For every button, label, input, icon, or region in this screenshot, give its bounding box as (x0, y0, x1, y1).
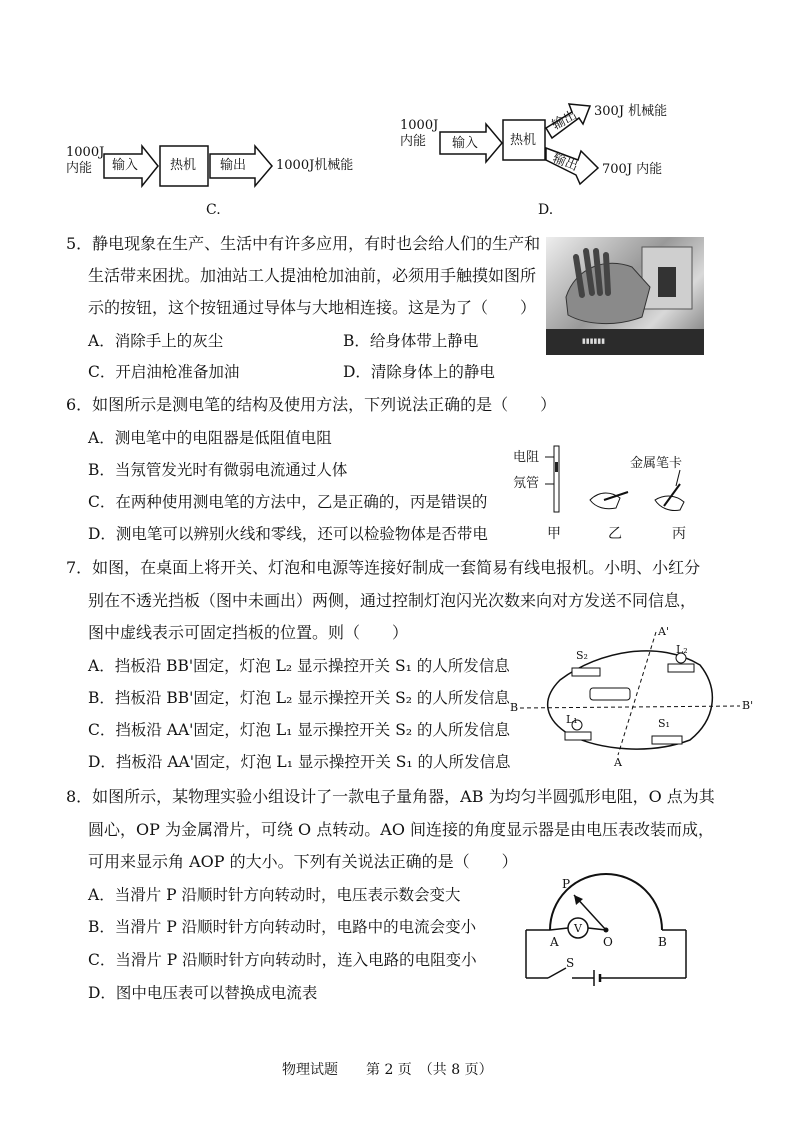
figc-out-energy: 1000J机械能 (276, 158, 354, 173)
q6-label-bing: 丙 (672, 526, 686, 542)
figd-output2-label: 输出 (550, 150, 581, 175)
q7-label-l1: L₁ (566, 713, 578, 726)
q5-option-c: C．开启油枪准备加油 (88, 363, 240, 381)
q5-line-2: 生活带来困扰。加油站工人提油枪加油前，必须用手触摸如图所 (88, 266, 537, 285)
q8-label-b: B (658, 935, 667, 949)
q6-stem: 6．如图所示是测电笔的结构及使用方法，下列说法正确的是（ ） (66, 395, 557, 414)
q6-option-d: D．测电笔可以辨别火线和零线，还可以检验物体是否带电 (88, 525, 488, 543)
q5-option-b: B．给身体带上静电 (343, 332, 479, 350)
q7-option-b: B．挡板沿 BB'固定，灯泡 L₂ 显示操控开关 S₂ 的人所发信息 (88, 689, 510, 707)
q8-label-s: S (566, 956, 575, 970)
q5-line-3: 示的按钮，这个按钮通过导体与大地相连接。这是为了（ ） (88, 298, 537, 317)
q7-label-b-prime: B' (742, 699, 754, 712)
q7-label-s2-top: S₂ (576, 649, 588, 662)
figd-input-label: 输入 (452, 136, 479, 151)
q7-label-a: A (614, 756, 622, 769)
q6-label-resistor: 电阻 (513, 450, 540, 465)
q7-label-s1: S₁ (658, 717, 670, 730)
q7-label-b: B (510, 701, 519, 714)
page-footer: 物理试题 第 2 页 （共 8 页） (282, 1062, 493, 1078)
q8-label-v: V (574, 922, 582, 935)
q6-label-jia: 甲 (547, 526, 561, 542)
figc-engine-label: 热机 (170, 158, 197, 173)
q5-option-a: A．消除手上的灰尘 (88, 332, 224, 350)
q7-option-c: C．挡板沿 AA'固定，灯泡 L₁ 显示操控开关 S₂ 的人所发信息 (88, 721, 510, 739)
q6-label-cap: 金属笔卡 (630, 456, 683, 471)
q8-option-c: C．当滑片 P 沿顺时针方向转动时，连入电路的电阻变小 (88, 951, 477, 969)
q7-line-3: 图中虚线表示可固定挡板的位置。则（ ） (88, 623, 409, 642)
svg-text:▮▮▮▮▮▮: ▮▮▮▮▮▮ (582, 337, 606, 345)
q6-option-a: A．测电笔中的电阻器是低阻值电阻 (88, 429, 332, 447)
q8-line-2: 圆心，OP 为金属滑片，可绕 O 点转动。AO 间连接的角度显示器是由电压表改装而成， (88, 820, 715, 839)
q8-label-o: O (603, 935, 613, 949)
q8-option-a: A．当滑片 P 沿顺时针方向转动时，电压表示数会变大 (88, 886, 461, 904)
q6-label-yi: 乙 (608, 526, 622, 542)
q5-option-d: D．清除身体上的静电 (343, 363, 495, 381)
figc-input-label: 输入 (112, 158, 139, 173)
figc-input-energy: 1000J 内能 (66, 145, 105, 176)
q8-option-b: B．当滑片 P 沿顺时针方向转动时，电路中的电流会变小 (88, 918, 477, 936)
q8-label-a: A (550, 935, 559, 949)
figd-caption: D. (538, 202, 554, 218)
q8-line-1: 8．如图所示，某物理实验小组设计了一款电子量角器，AB 为均匀半圆弧形电阻，O 点为其 (66, 787, 715, 806)
figc-caption: C. (206, 202, 221, 218)
figd-out2: 700J 内能 (602, 162, 663, 177)
figd-input-energy: 1000J 内能 (400, 118, 439, 149)
q8-line-3: 可用来显示角 AOP 的大小。下列有关说法正确的是（ ） (88, 852, 518, 871)
q7-label-a-prime: A' (658, 625, 669, 638)
figd-out1: 300J 机械能 (594, 104, 668, 119)
q7-line-2: 别在不透光挡板（图中未画出）两侧，通过控制灯泡闪光次数来向对方发送不同信息， (88, 591, 697, 610)
q6-label-neon: 氖管 (513, 476, 540, 491)
q7-option-a: A．挡板沿 BB'固定，灯泡 L₂ 显示操控开关 S₁ 的人所发信息 (88, 657, 510, 675)
q8-option-d: D．图中电压表可以替换成电流表 (88, 984, 318, 1002)
q6-option-b: B．当氖管发光时有微弱电流通过人体 (88, 461, 348, 479)
q7-label-l2: L₂ (676, 643, 688, 656)
q5-line-1: 5．静电现象在生产、生活中有许多应用，有时也会给人们的生产和 (66, 234, 541, 253)
q8-label-p: P (562, 877, 571, 891)
figd-engine-label: 热机 (510, 133, 537, 148)
figc-output-label: 输出 (220, 158, 247, 173)
q7-line-1: 7．如图，在桌面上将开关、灯泡和电源等连接好制成一套简易有线电报机。小明、小红分 (66, 558, 701, 577)
q6-option-c: C．在两种使用测电笔的方法中，乙是正确的，丙是错误的 (88, 493, 488, 511)
figd-output1-label: 输出 (549, 107, 580, 134)
q7-option-d: D．挡板沿 AA'固定，灯泡 L₁ 显示操控开关 S₁ 的人所发信息 (88, 753, 511, 771)
